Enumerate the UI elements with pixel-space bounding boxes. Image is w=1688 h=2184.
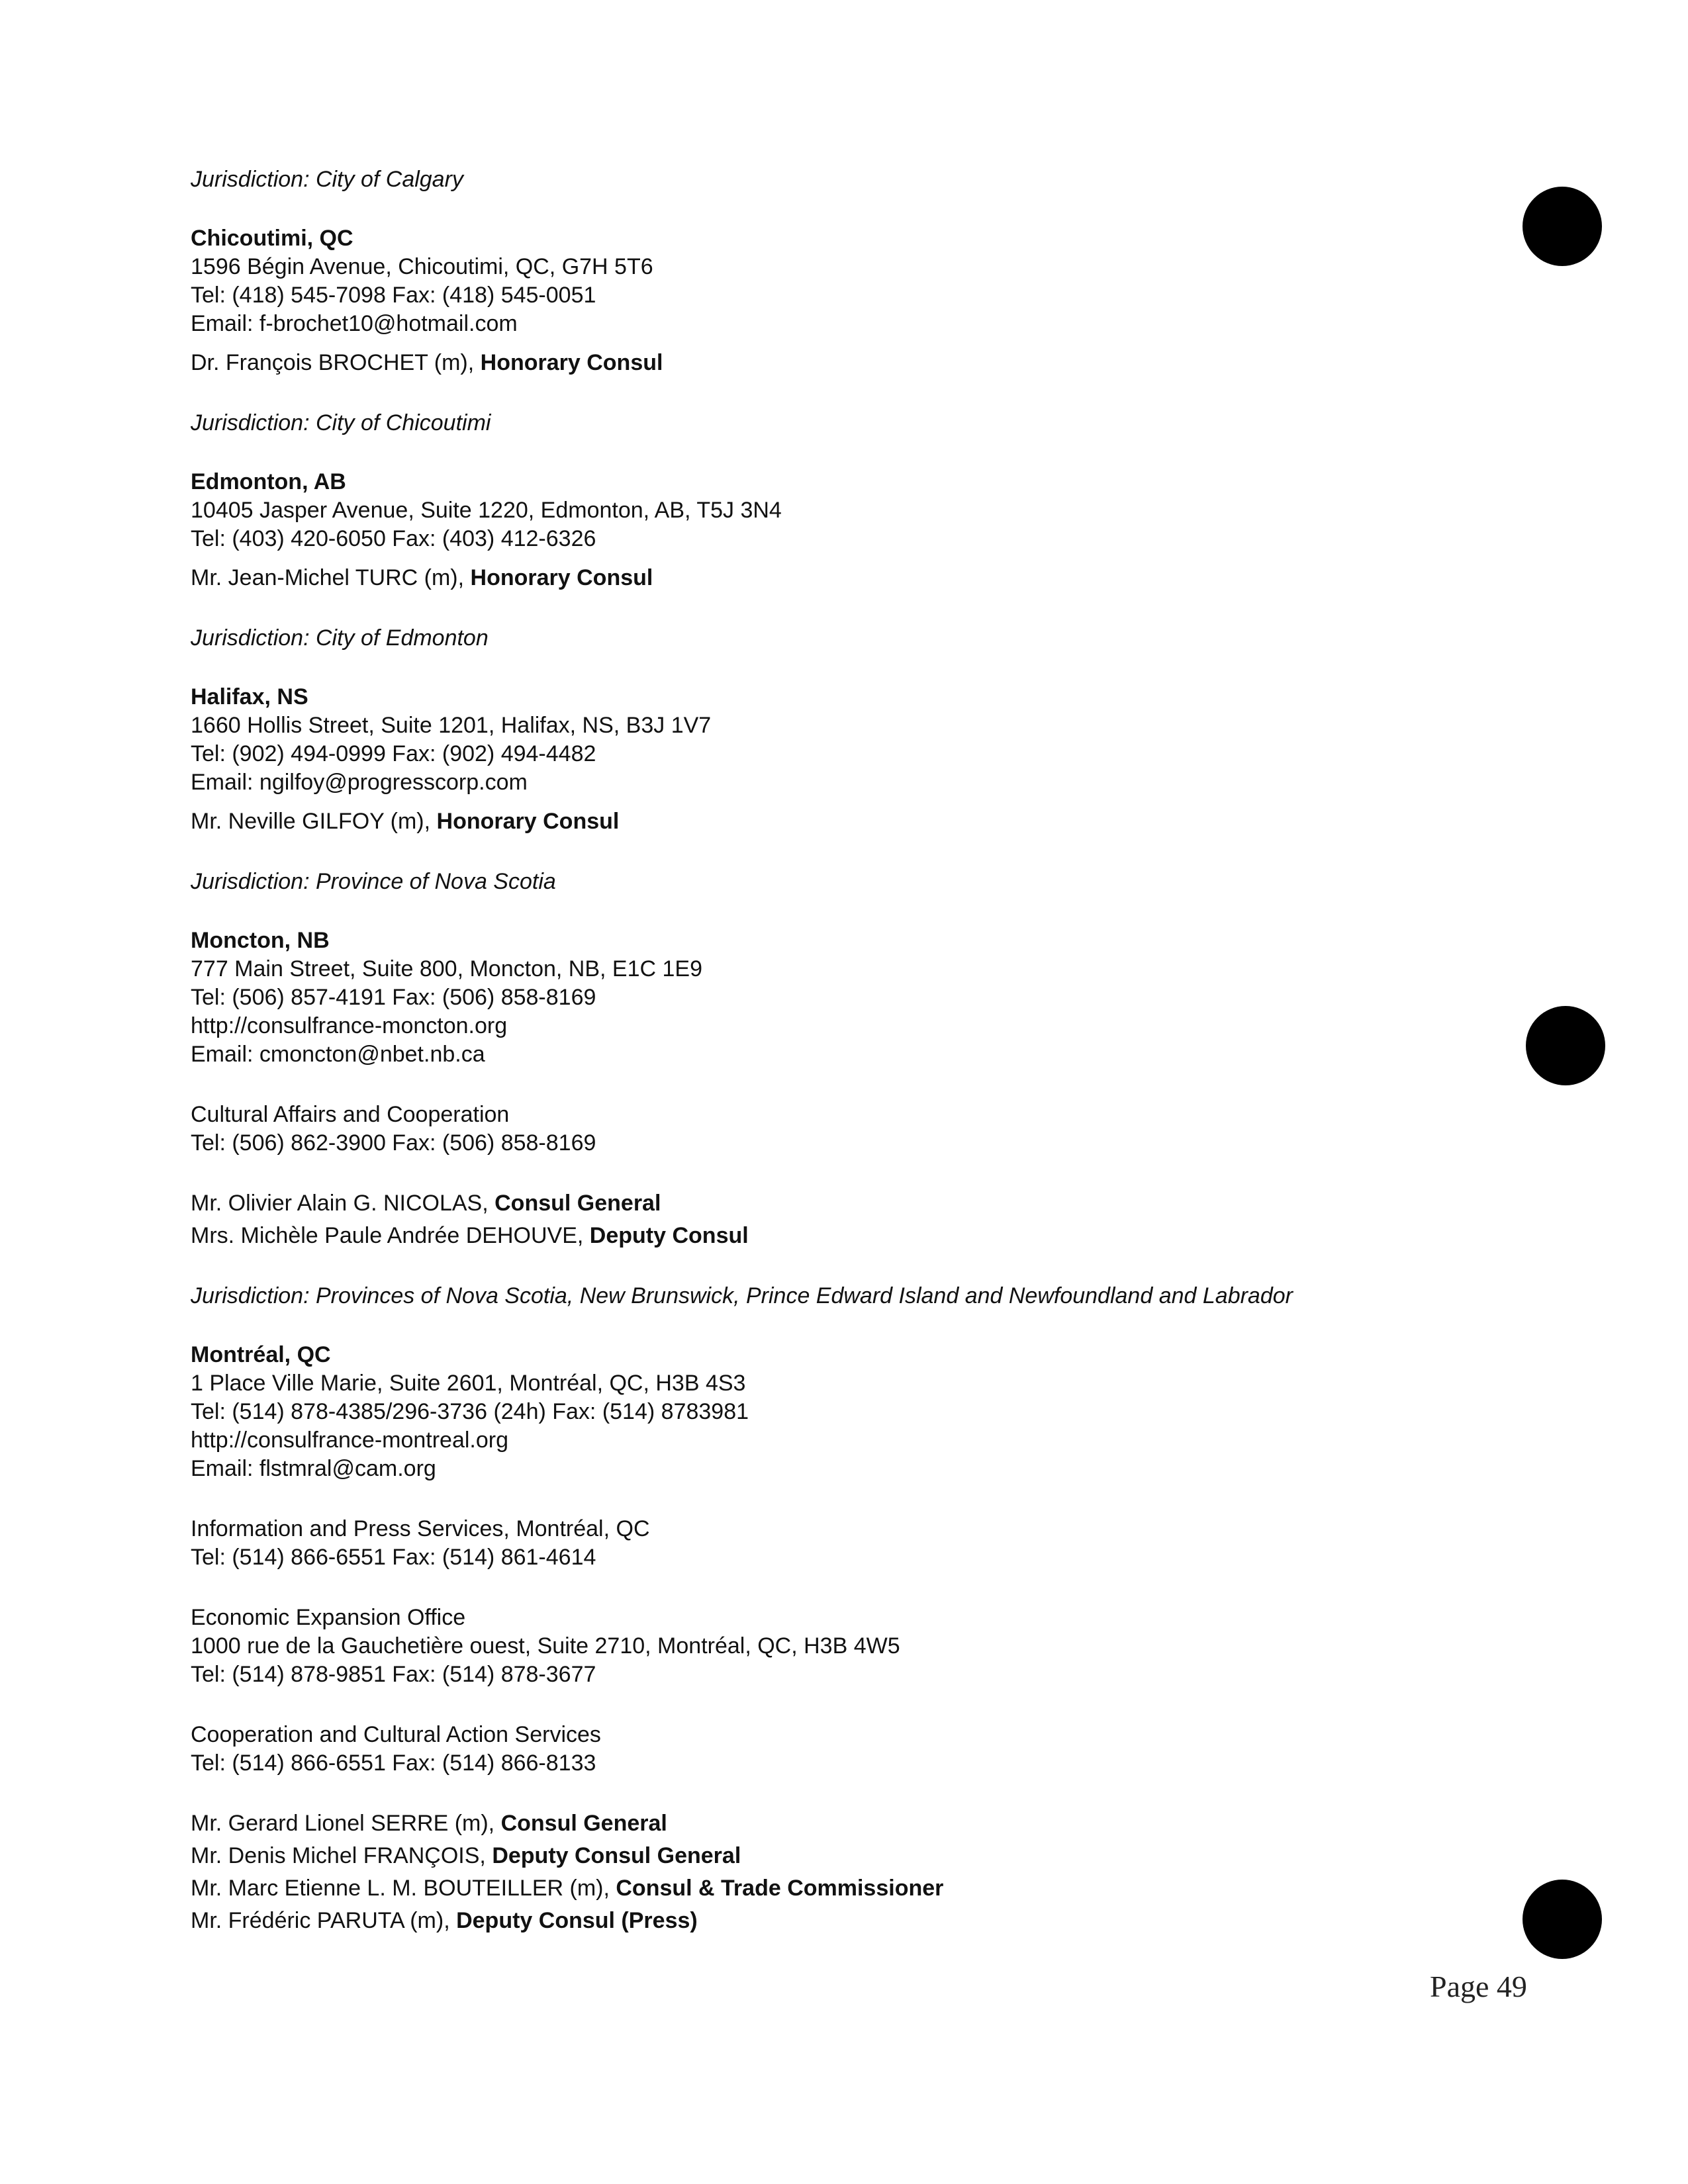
email-line: Email: ngilfoy@progresscorp.com [191, 770, 528, 795]
staff-line [191, 1809, 1481, 1838]
jurisdiction-line: Jurisdiction: City of Chicoutimi [191, 410, 491, 435]
address-line: 1 Place Ville Marie, Suite 2601, Montréal, QC, H3B 4S3 [191, 1371, 746, 1396]
staff-name: Mr. Denis Michel FRANÇOIS, [191, 1843, 492, 1868]
website-line: http://consulfrance-moncton.org [191, 1013, 508, 1038]
website-line: http://consulfrance-montreal.org [191, 1428, 509, 1453]
jurisdiction-line: Jurisdiction: City of Edmonton [191, 625, 489, 651]
service-name: Economic Expansion Office [191, 1605, 466, 1630]
email-line: Email: flstmral@cam.org [191, 1456, 436, 1481]
page-number: Page 49 [1430, 1970, 1527, 2003]
staff-line [191, 349, 1481, 377]
binder-hole-bottom [1523, 1880, 1602, 1959]
staff-title: Deputy Consul (Press) [456, 1908, 698, 1933]
binder-hole-middle [1526, 1006, 1605, 1085]
phone-line: Tel: (418) 545-7098 Fax: (418) 545-0051 [191, 283, 596, 308]
staff-line [191, 1907, 1481, 1935]
staff-title: Consul General [500, 1811, 667, 1836]
phone-line: Tel: (514) 878-4385/296-3736 (24h) Fax: (514) 8783981 [191, 1399, 749, 1424]
staff-title: Honorary Consul [480, 350, 663, 375]
staff-title: Consul General [494, 1191, 661, 1216]
address-line: 1660 Hollis Street, Suite 1201, Halifax, NS, B3J 1V7 [191, 713, 712, 738]
entry-edmonton [191, 468, 1481, 653]
staff-name: Mr. Jean-Michel TURC (m), [191, 565, 471, 590]
jurisdiction-line: Jurisdiction: Provinces of Nova Scotia, New Brunswick, Prince Edward Island and Newfoundland and Labrador [191, 1283, 1293, 1308]
service-address: 1000 rue de la Gauchetière ouest, Suite 2710, Montréal, QC, H3B 4W5 [191, 1633, 900, 1659]
city-heading: Halifax, NS [191, 684, 308, 709]
email-line: Email: cmoncton@nbet.nb.ca [191, 1042, 485, 1067]
staff-line [191, 1222, 1481, 1250]
staff-name: Mrs. Michèle Paule Andrée DEHOUVE, [191, 1223, 590, 1248]
address-line: 777 Main Street, Suite 800, Moncton, NB, E1C 1E9 [191, 956, 702, 981]
staff-name: Mr. Frédéric PARUTA (m), [191, 1908, 457, 1933]
city-heading: Moncton, NB [191, 928, 330, 953]
service-phone: Tel: (514) 866-6551 Fax: (514) 866-8133 [191, 1751, 596, 1776]
jurisdiction-calgary: Jurisdiction: City of Calgary [191, 167, 463, 192]
staff-line [191, 1189, 1481, 1218]
phone-line: Tel: (506) 857-4191 Fax: (506) 858-8169 [191, 985, 596, 1010]
staff-name: Mr. Olivier Alain G. NICOLAS, [191, 1191, 495, 1216]
staff-line [191, 564, 1481, 592]
staff-title: Deputy Consul General [492, 1843, 741, 1868]
staff-title: Honorary Consul [470, 565, 653, 590]
staff-name: Mr. Neville GILFOY (m), [191, 809, 437, 834]
consulate-listing [191, 165, 1481, 1935]
city-heading: Montréal, QC [191, 1342, 331, 1367]
entry-halifax [191, 683, 1481, 896]
service-phone: Tel: (514) 878-9851 Fax: (514) 878-3677 [191, 1662, 596, 1687]
phone-line: Tel: (403) 420-6050 Fax: (403) 412-6326 [191, 526, 596, 551]
service-name: Cooperation and Cultural Action Services [191, 1722, 601, 1747]
entry-montreal [191, 1341, 1481, 1935]
service-name: Cultural Affairs and Cooperation [191, 1102, 510, 1127]
address-line: 1596 Bégin Avenue, Chicoutimi, QC, G7H 5T6 [191, 254, 653, 279]
staff-line [191, 1842, 1481, 1870]
service-phone: Tel: (506) 862-3900 Fax: (506) 858-8169 [191, 1130, 596, 1156]
staff-name: Mr. Marc Etienne L. M. BOUTEILLER (m), [191, 1876, 616, 1901]
staff-title: Honorary Consul [436, 809, 620, 834]
email-line: Email: f-brochet10@hotmail.com [191, 311, 518, 336]
city-heading: Chicoutimi, QC [191, 226, 353, 251]
service-phone: Tel: (514) 866-6551 Fax: (514) 861-4614 [191, 1545, 596, 1570]
phone-line: Tel: (902) 494-0999 Fax: (902) 494-4482 [191, 741, 596, 766]
entry-moncton [191, 927, 1481, 1310]
entry-chicoutimi [191, 224, 1481, 437]
binder-hole-top [1523, 187, 1602, 266]
address-line: 10405 Jasper Avenue, Suite 1220, Edmonton, AB, T5J 3N4 [191, 498, 782, 523]
service-name: Information and Press Services, Montréal, QC [191, 1516, 650, 1541]
staff-name: Dr. François BROCHET (m), [191, 350, 481, 375]
city-heading: Edmonton, AB [191, 469, 346, 494]
jurisdiction-line: Jurisdiction: Province of Nova Scotia [191, 869, 556, 894]
staff-line [191, 807, 1481, 836]
staff-line [191, 1874, 1481, 1903]
staff-title: Consul & Trade Commissioner [616, 1876, 944, 1901]
staff-title: Deputy Consul [589, 1223, 749, 1248]
staff-name: Mr. Gerard Lionel SERRE (m), [191, 1811, 501, 1836]
